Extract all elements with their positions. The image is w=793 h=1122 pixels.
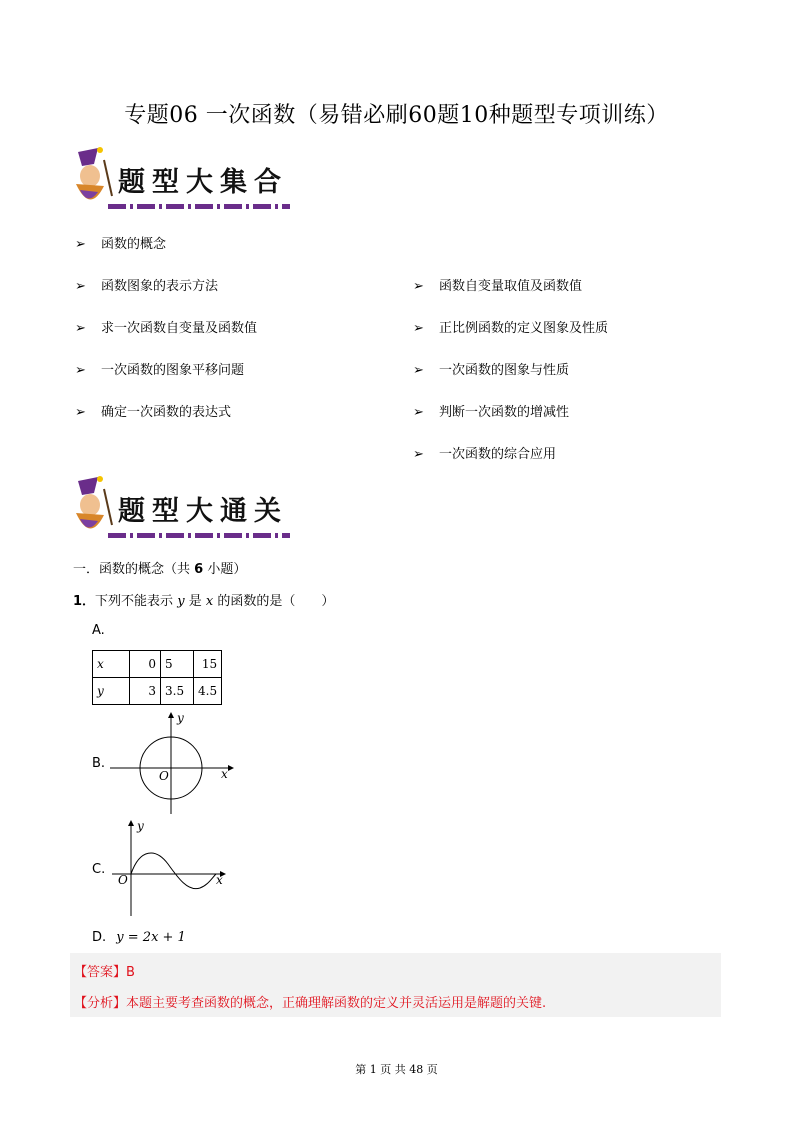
option-a-table [92, 650, 222, 705]
list-item[interactable]: ➢ 一次函数的图象平移问题 [75, 361, 395, 381]
table-row: y 3 3.5 4.5 [93, 678, 222, 705]
option-c-sine-graph [112, 818, 232, 918]
list-item[interactable]: ➢ 正比例函数的定义图象及性质 [413, 319, 733, 339]
option-c-label[interactable]: C. [92, 862, 106, 877]
page-footer: 第 1 页 共 48 页 [355, 1063, 438, 1076]
banner-title: 题型大通关 [118, 496, 288, 527]
sine-curve [131, 853, 216, 889]
y-axis-arrow-icon [168, 712, 174, 718]
option-d-label: D. [92, 930, 107, 945]
arrow-bullet-icon: ➢ [413, 447, 424, 462]
analysis-line: 【分析】本题主要考查函数的概念，正确理解函数的定义并灵活运用是解题的关键. [74, 996, 547, 1011]
list-item[interactable]: ➢ 判断一次函数的增减性 [413, 403, 733, 423]
list-item[interactable]: ➢ 函数自变量取值及函数值 [413, 277, 733, 297]
list-item[interactable]: ➢ 一次函数的综合应用 [413, 445, 733, 465]
arrow-bullet-icon: ➢ [413, 279, 424, 294]
list-item[interactable]: ➢ 一次函数的图象与性质 [413, 361, 733, 381]
topic-list-left [75, 235, 395, 423]
table-row: x 0 5 15 [93, 651, 222, 678]
topic-list-right [413, 277, 733, 465]
option-b-circle-graph [110, 710, 240, 816]
origin-label: O [159, 769, 169, 783]
page-title: 专题06 一次函数（易错必刷60题10种题型专项训练） [124, 103, 669, 128]
arrow-bullet-icon: ➢ [413, 363, 424, 378]
origin-label: O [118, 873, 128, 887]
banner-topic-challenge [68, 475, 298, 545]
y-axis-label: y [137, 819, 144, 833]
option-b-label[interactable]: B. [92, 756, 106, 771]
arrow-bullet-icon: ➢ [413, 321, 424, 336]
list-item[interactable]: ➢ 函数图象的表示方法 [75, 277, 395, 297]
x-axis-label: x [221, 767, 228, 781]
list-item[interactable]: ➢ 求一次函数自变量及函数值 [75, 319, 395, 339]
y-axis-label: y [177, 711, 184, 725]
arrow-bullet-icon: ➢ [413, 405, 424, 420]
x-axis-arrow-icon [228, 765, 234, 771]
banner-topic-collection [68, 146, 298, 216]
arrow-bullet-icon: ➢ [75, 405, 86, 420]
list-item[interactable]: ➢ 确定一次函数的表达式 [75, 403, 395, 423]
arrow-bullet-icon: ➢ [75, 237, 86, 252]
banner-divider [108, 533, 290, 538]
answer-line: 【答案】B [74, 965, 135, 980]
option-d-formula: y = 2x + 1 [116, 930, 186, 945]
arrow-bullet-icon: ➢ [75, 363, 86, 378]
arrow-bullet-icon: ➢ [75, 321, 86, 336]
x-axis-label: x [216, 873, 223, 887]
question-1: 1．下列不能表示 y 是 x 的函数的是（ ） [73, 594, 335, 609]
arrow-bullet-icon: ➢ [75, 279, 86, 294]
answer-box [70, 953, 721, 1017]
option-a-label[interactable]: A. [92, 623, 105, 638]
section-heading: 一．函数的概念（共 6 小题） [73, 562, 247, 577]
banner-title: 题型大集合 [118, 167, 288, 198]
y-axis-arrow-icon [128, 820, 134, 826]
banner-divider [108, 204, 290, 209]
list-item[interactable]: ➢ 函数的概念 [75, 235, 395, 255]
option-d[interactable] [92, 930, 186, 945]
